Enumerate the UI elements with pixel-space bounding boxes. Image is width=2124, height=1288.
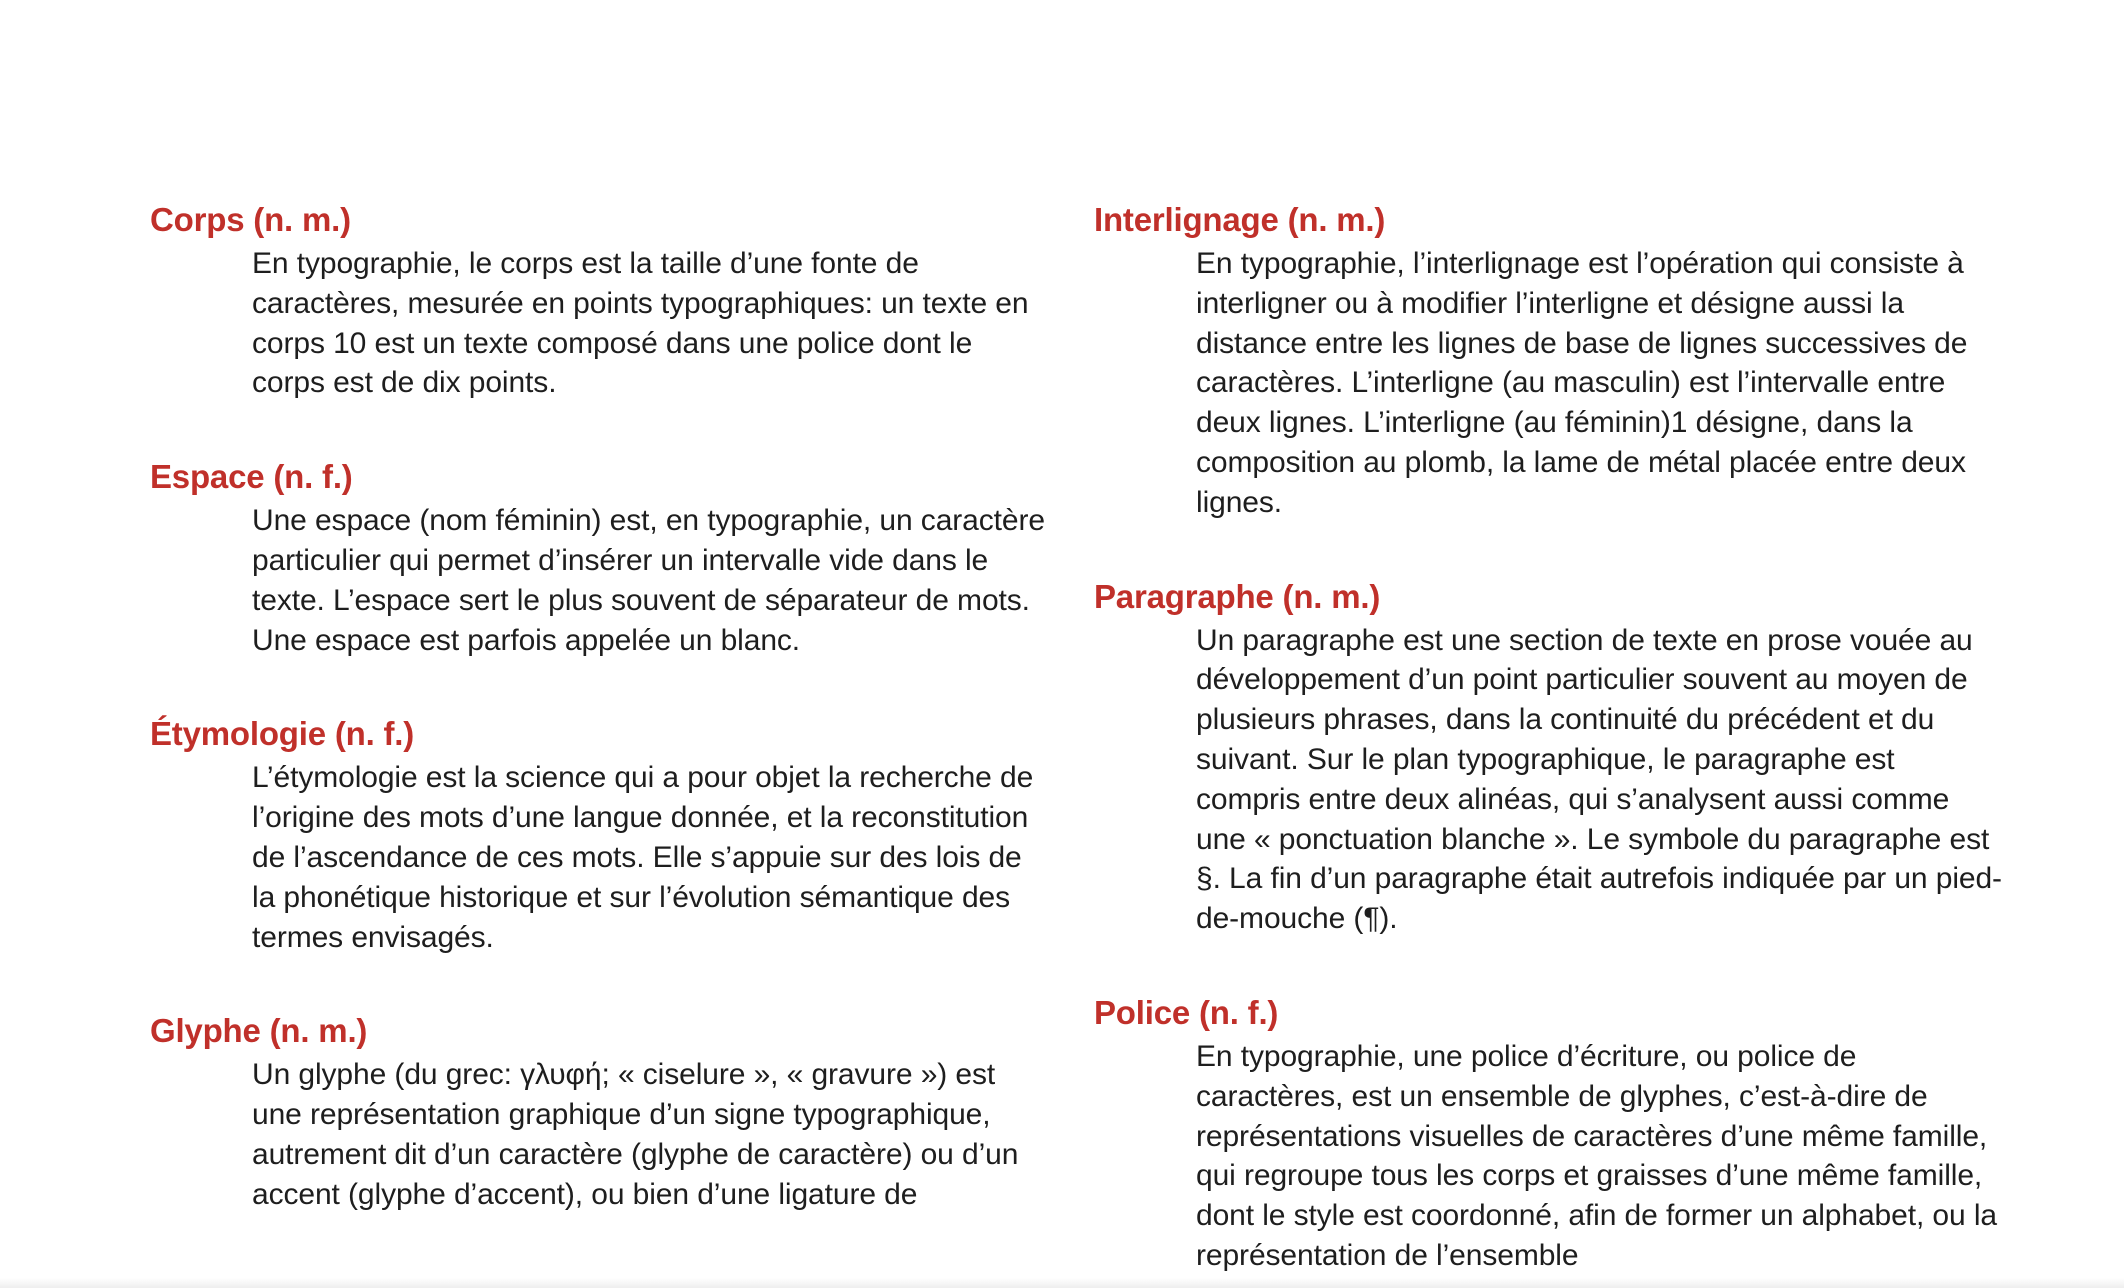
glossary-entry-etymologie: [150, 710, 1050, 957]
entry-definition: L’étymologie est la science qui a pour objet la recherche de l’origine des mots d’une langue donnée, et la reconstitution de l’ascendance de ces mots. Elle s’appuie sur des lois de la phonétique historique et sur l’évolution sémantique des termes envisagés.: [252, 761, 1034, 954]
entry-definition: En typographie, l’interlignage est l’opération qui consiste à interligner ou à modifier l’interligne et désigne aussi la distance entre les lignes de base de lignes successives de caractères. L’interligne (au masculin) est l’intervalle entre deux lignes. L’interligne (au féminin)1 désigne, dans la composition au plomb, la lame de métal placée entre deux lignes.: [1196, 247, 1968, 519]
entry-term: Corps (n. m.): [150, 201, 351, 238]
entry-definition: Un paragraphe est une section de texte en prose vouée au développement d’un point particulier souvent au moyen de plusieurs phrases, dans la continuité du précédent et du suivant. Sur le plan typographique, le paragraphe est compris entre deux alinéas, qui s’analysent aussi comme une « ponctuation blanche ». Le symbole du paragraphe est §. La fin d’un paragraphe était autrefois indiquée par un pied-de-mouche (¶).: [1196, 623, 2002, 936]
entry-term: Paragraphe (n. m.): [1094, 577, 1381, 615]
entry-term: Police (n. f.): [1094, 993, 1279, 1031]
glossary-entry-paragraphe: [1094, 573, 2004, 939]
glossary-entry-glyphe: [150, 1007, 1050, 1214]
entry-term: Glyphe (n. m.): [150, 1012, 368, 1050]
entry-definition: En typographie, le corps est la taille d’une fonte de caractères, mesurée en points typographiques: un texte en corps 10 est un texte composé dans une police dont le corps est de dix points.: [252, 247, 1029, 400]
entry-definition: En typographie, une police d’écriture, ou police de caractères, est un ensemble de glyphes, c’est-à-dire de représentations visuelles de caractères d’une même famille, qui regroupe tous les corps et graisses d’une même famille, dont le style est coordonné, afin de former un alphabet, ou la représentation de l’ensemble: [1196, 1039, 1997, 1272]
glossary-left-column: [150, 196, 1050, 1265]
glossary-entry-interlignage: [1094, 196, 2004, 523]
glossary-entry-corps: [150, 196, 1050, 403]
entry-term: Espace (n. f.): [150, 458, 353, 496]
glossary-entry-espace: [150, 453, 1050, 660]
window-bottom-edge: [0, 1278, 2124, 1288]
glossary-right-column: [1094, 196, 2004, 1288]
entry-definition: Un glyphe (du grec: γλυφή; « ciselure », « gravure ») est une représentation graphique d’un signe typographique, autrement dit d’un caractère (glyphe de caractère) ou d’un accent (glyphe d’accent), ou bien d’une ligature de: [252, 1058, 1019, 1211]
glossary-entry-police: [1094, 989, 2004, 1276]
entry-definition: Une espace (nom féminin) est, en typographie, un caractère particulier qui permet d’insérer un intervalle vide dans le texte. L’espace sert le plus souvent de séparateur de mots. Une espace est parfois appelée un blanc.: [252, 504, 1045, 657]
entry-term: Interlignage (n. m.): [1094, 201, 1386, 238]
entry-term: Étymologie (n. f.): [150, 715, 415, 753]
